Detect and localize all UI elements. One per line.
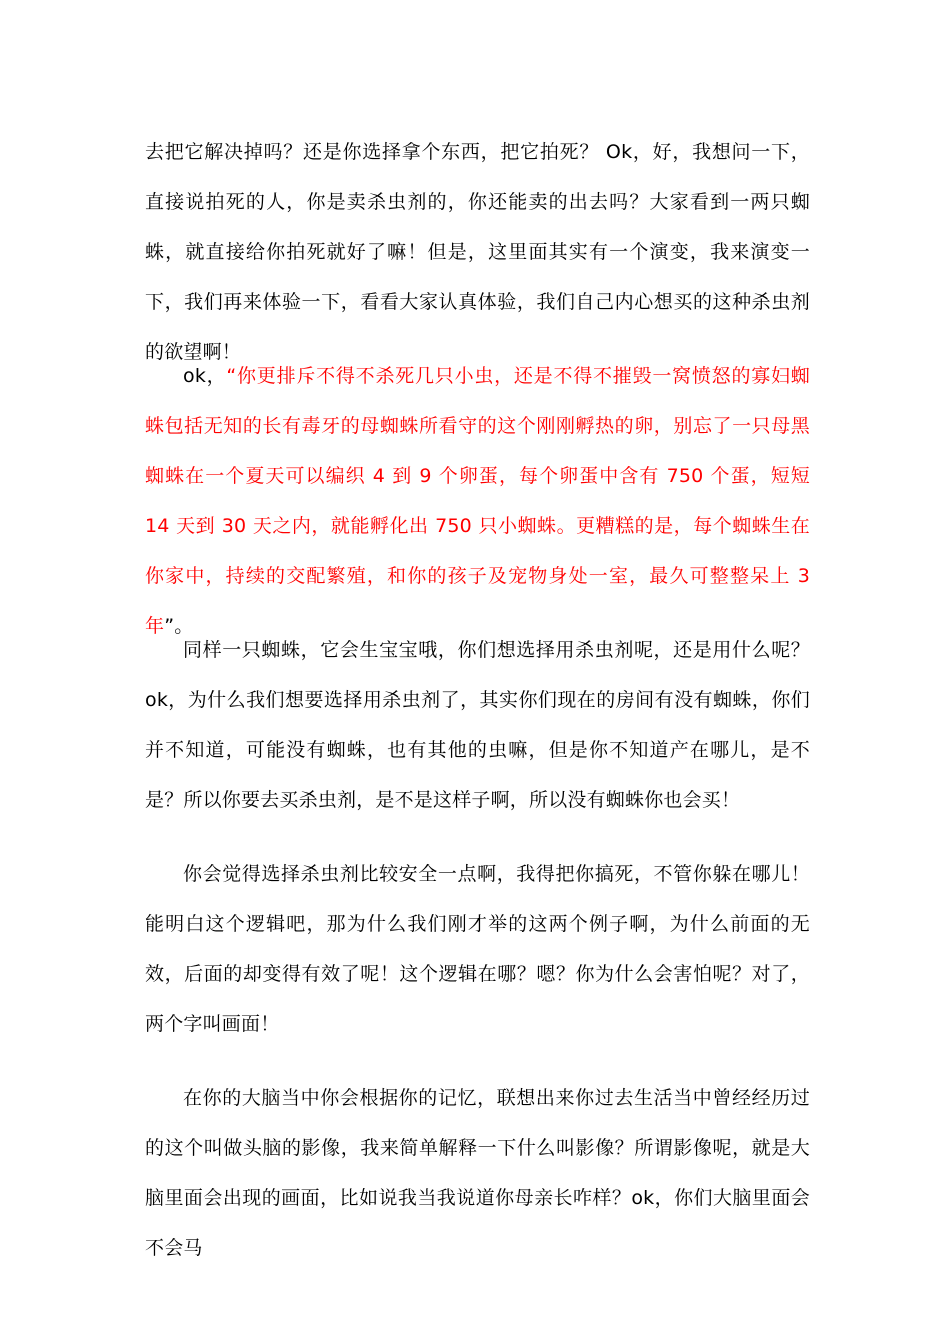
paragraph-1-text: 去把它解决掉吗？还是你选择拿个东西，把它拍死？ Ok，好，我想问一下，直接说拍死的人，你是卖杀虫剂的，你还能卖的出去吗？大家看到一两只蜘蛛，就直接给你拍死就好了嘛！但是，这里面其实有一个演变，我来演变一下，我们再来体验一下，看看大家认真体验，我们自己内心想买的这种杀虫剂的欲望啊！ [145,141,810,363]
paragraph-4-text: 你会觉得选择杀虫剂比较安全一点啊，我得把你搞死，不管你躲在哪儿！能明白这个逻辑吧，那为什么我们刚才举的这两个例子啊，为什么前面的无效，后面的却变得有效了呢！这个逻辑在哪？嗯？你为什么会害怕呢？对了，两个字叫画面！ [145,863,810,1035]
quoted-highlight-text: “你更排斥不得不杀死几只小虫，还是不得不摧毁一窝愤怒的寡妇蜘蛛包括无知的长有毒牙的母蜘蛛所看守的这个刚刚孵热的卵，别忘了一只母黑蜘蛛在一个夏天可以编织 4 到 9 个卵蛋，每个卵蛋中含有 750 个蛋，短短 14 天到 30 天之内，就能孵化出 750 只小蜘蛛。更糟糕的是，每个蜘蛛生在你家中，持续的交配繁殖，和你的孩子及宠物身处一室，最久可整整呆上 3 年 [145,365,810,637]
paragraph-3 [145,625,810,825]
paragraph-5-text: 在你的大脑当中你会根据你的记忆，联想出来你过去生活当中曾经经历过的这个叫做头脑的影像，我来简单解释一下什么叫影像？所谓影像呢，就是大脑里面会出现的画面，比如说我当我说道你母亲长咋样？ok，你们大脑里面会不会马 [145,1087,810,1259]
paragraph-2-suffix: ”。 [164,615,194,637]
paragraph-2 [145,351,810,651]
paragraph-4 [145,849,810,1049]
paragraph-2-prefix: ok， [183,365,227,387]
paragraph-5 [145,1073,810,1273]
paragraph-2-text [145,351,810,651]
paragraph-3-text: 同样一只蜘蛛，它会生宝宝哦，你们想选择用杀虫剂呢，还是用什么呢？ok，为什么我们想要选择用杀虫剂了，其实你们现在的房间有没有蜘蛛，你们并不知道，可能没有蜘蛛，也有其他的虫嘛，但是你不知道产在哪儿，是不是？所以你要去买杀虫剂，是不是这样子啊，所以没有蜘蛛你也会买！ [145,639,810,811]
paragraph-1 [145,127,810,377]
